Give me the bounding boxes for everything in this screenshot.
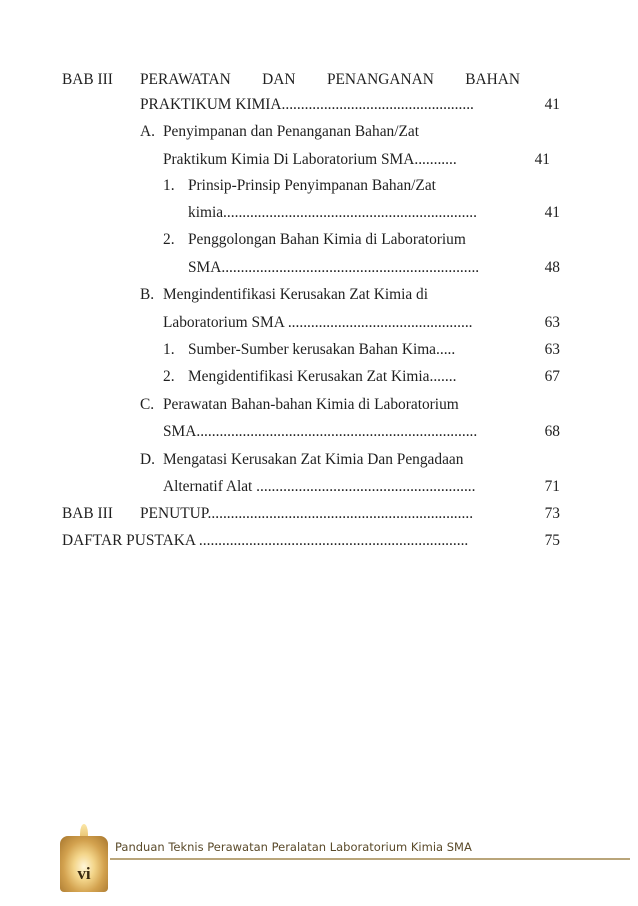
subsection-title-line2: kimia.................................................................. [188,204,477,221]
page-number: 41 [534,151,550,168]
section-label: A. [140,123,155,140]
page-number: 63 [544,341,560,358]
section-title-line2: Praktikum Kimia Di Laboratorium SMA........... [163,151,457,168]
page-number: 67 [544,368,560,385]
subsection-title: Sumber-Sumber kerusakan Bahan Kima..... [188,341,456,358]
footer-divider [110,858,630,860]
section-title-line2: Alternatif Alat ......................................................... [163,478,476,495]
subsection-title-line1: Penggolongan Bahan Kimia di Laboratorium [188,231,466,248]
chapter-title: DAFTAR PUSTAKA ...................................................................... [62,532,469,549]
footer-title: Panduan Teknis Perawatan Peralatan Laboratorium Kimia SMA [115,840,472,854]
subsection-label: 1. [163,341,175,358]
section-title-line2: SMA......................................................................... [163,423,478,440]
chapter-title-line1: PERAWATAN DAN PENANGANAN BAHAN [140,71,520,88]
subsection-title-line2: SMA................................................................... [188,259,480,276]
page-number: 63 [544,314,560,331]
subsection-label: 2. [163,231,175,248]
page-number: 73 [544,505,560,522]
section-title-line1: Mengindentifikasi Kerusakan Zat Kimia di [163,286,428,303]
chapter-title-line2: PRAKTIKUM KIMIA.................................................. [140,96,474,113]
section-title-line1: Perawatan Bahan-bahan Kimia di Laboratorium [163,396,459,413]
subsection-label: 2. [163,368,175,385]
page-number: 41 [544,204,560,221]
subsection-title: Mengidentifikasi Kerusakan Zat Kimia....... [188,368,457,385]
page-number: 41 [544,96,560,113]
chapter-label: BAB III [62,71,113,88]
chapter-title: PENUTUP..................................................................... [140,505,474,522]
page-number: 48 [544,259,560,276]
section-label: C. [140,396,155,413]
page-number: 71 [544,478,560,495]
section-title-line1: Mengatasi Kerusakan Zat Kimia Dan Pengadaan [163,451,464,468]
chapter-label: BAB III [62,505,113,522]
section-label: B. [140,286,155,303]
section-title-line1: Penyimpanan dan Penanganan Bahan/Zat [163,123,420,140]
page-number: 75 [544,532,560,549]
page-number: 68 [544,423,560,440]
subsection-label: 1. [163,177,175,194]
section-title-line2: Laboratorium SMA ................................................ [163,314,473,331]
section-label: D. [140,451,155,468]
page-number-footer: vi [77,864,91,883]
subsection-title-line1: Prinsip-Prinsip Penyimpanan Bahan/Zat [188,177,436,194]
